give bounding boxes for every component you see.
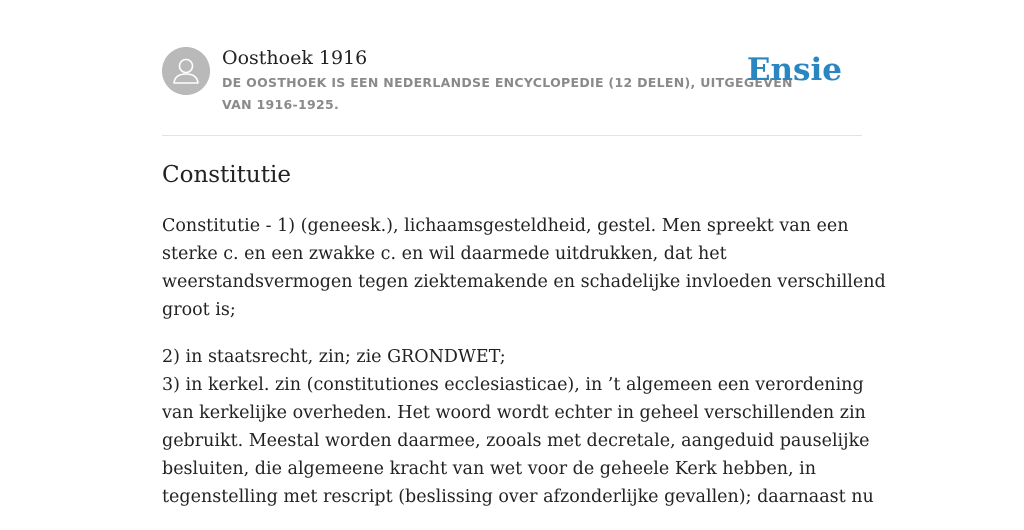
article	[162, 158, 886, 530]
text-line: weerstandsvermogen tegen ziektemakende en schadelijke invloeden verschillend	[162, 272, 886, 292]
user-icon	[162, 47, 210, 95]
article-body	[162, 212, 886, 511]
text-line: van kerkelijke overheden. Het woord wordt echter in geheel verschillenden zin	[162, 403, 866, 423]
source-title[interactable]: Oosthoek 1916	[222, 47, 368, 69]
text-line: gebruikt. Meestal worden daarmee, zooals met decretale, aangeduid pauselijke	[162, 431, 870, 451]
text-line: sterke c. en een zwakke c. en wil daarmede uitdrukken, dat het	[162, 244, 727, 264]
source-description-line: VAN 1916-1925.	[222, 97, 340, 112]
source-description-line: DE OOSTHOEK IS EEN NEDERLANDSE ENCYCLOPEDIE (12 DELEN), UITGEGEVEN	[222, 75, 793, 90]
text-line: 2) in staatsrecht, zin; zie GRONDWET;	[162, 347, 506, 367]
source-header	[162, 46, 862, 118]
header-divider	[162, 135, 862, 136]
ensie-logo-link[interactable]: Ensie	[746, 52, 842, 88]
avatar[interactable]	[162, 47, 210, 95]
article-paragraph	[162, 343, 874, 511]
article-title: Constitutie	[162, 162, 291, 188]
text-line: 3) in kerkel. zin (constitutiones ecclesiasticae), in ’t algemeen een verordening	[162, 375, 864, 395]
article-paragraph	[162, 212, 886, 324]
text-line: tegenstelling met rescript (beslissing over afzonderlijke gevallen); daarnaast nu	[162, 487, 874, 507]
source-description	[222, 72, 793, 116]
text-line: besluiten, die algemeene kracht van wet voor de geheele Kerk hebben, in	[162, 459, 816, 479]
text-line: groot is;	[162, 300, 236, 320]
text-line: Constitutie - 1) (geneesk.), lichaamsgesteldheid, gestel. Men spreekt van een	[162, 216, 849, 236]
